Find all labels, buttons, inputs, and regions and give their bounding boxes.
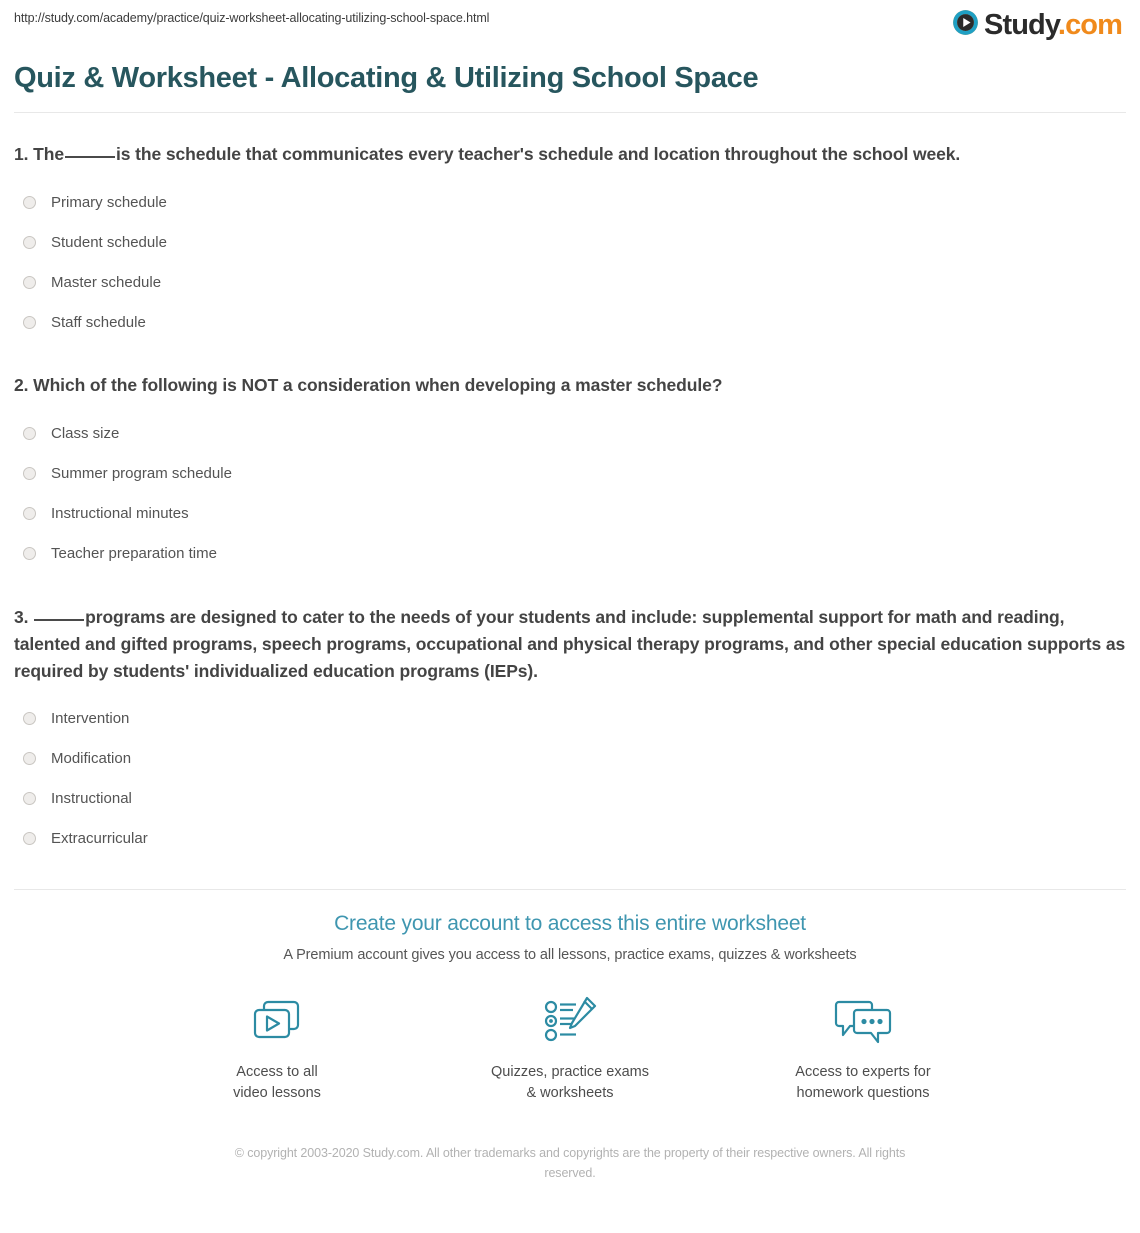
radio-button-icon[interactable] xyxy=(23,792,36,805)
option-label: Primary schedule xyxy=(51,193,167,211)
radio-button-icon[interactable] xyxy=(23,316,36,329)
question-block xyxy=(14,372,1126,573)
option-row[interactable] xyxy=(14,699,1126,739)
quiz-container xyxy=(0,141,1140,859)
cta-section xyxy=(0,890,1140,1183)
option-row[interactable] xyxy=(14,739,1126,779)
question-text-after: is the schedule that communicates every teacher's schedule and location throughout the school week. xyxy=(115,144,961,165)
option-label: Teacher preparation time xyxy=(51,545,217,563)
option-label: Extracurricular xyxy=(51,830,148,848)
video-lessons-icon xyxy=(187,993,367,1051)
options-list xyxy=(14,414,1126,574)
feature-label: Access to all video lessons xyxy=(233,1064,321,1102)
chat-bubbles-icon xyxy=(773,993,953,1051)
radio-button-icon[interactable] xyxy=(23,467,36,480)
option-row[interactable] xyxy=(14,779,1126,819)
radio-button-icon[interactable] xyxy=(23,196,36,209)
feature-item xyxy=(480,993,660,1104)
logo-word-dotcom: .com xyxy=(1057,8,1122,41)
radio-button-icon[interactable] xyxy=(23,507,36,520)
cta-subtitle: A Premium account gives you access to all lessons, practice exams, quizzes & worksheets xyxy=(283,947,857,964)
option-label: Intervention xyxy=(51,710,130,728)
question-text xyxy=(14,604,1126,685)
feature-item xyxy=(773,993,953,1104)
option-row[interactable] xyxy=(14,302,1126,342)
options-list xyxy=(14,699,1126,859)
radio-button-icon[interactable] xyxy=(23,236,36,249)
quiz-pencil-icon xyxy=(480,993,660,1051)
option-label: Modification xyxy=(51,750,132,768)
question-block xyxy=(14,141,1126,342)
question-number: 2. xyxy=(14,375,29,396)
option-label: Instructional xyxy=(51,790,132,808)
option-label: Instructional minutes xyxy=(51,505,189,523)
question-block xyxy=(14,604,1126,859)
top-bar xyxy=(0,0,1140,47)
option-row[interactable] xyxy=(14,454,1126,494)
option-label: Student schedule xyxy=(51,233,167,251)
page-title: Quiz & Worksheet - Allocating & Utilizing School Space xyxy=(14,62,759,94)
logo-word-study: Study xyxy=(984,8,1058,41)
option-row[interactable] xyxy=(14,182,1126,222)
radio-button-icon[interactable] xyxy=(23,276,36,289)
blank-underline xyxy=(34,619,84,621)
radio-button-icon[interactable] xyxy=(23,427,36,440)
options-list xyxy=(14,182,1126,342)
play-circle-icon xyxy=(952,9,979,41)
title-divider xyxy=(14,112,1126,113)
question-text-before: The xyxy=(33,144,64,165)
feature-label: Quizzes, practice exams & worksheets xyxy=(491,1064,649,1102)
option-row[interactable] xyxy=(14,222,1126,262)
option-row[interactable] xyxy=(14,819,1126,859)
radio-button-icon[interactable] xyxy=(23,547,36,560)
option-label: Staff schedule xyxy=(51,313,146,331)
option-label: Summer program schedule xyxy=(51,465,232,483)
option-row[interactable] xyxy=(14,262,1126,302)
copyright-text: © copyright 2003-2020 Study.com. All other trademarks and copyrights are the property of their respective owners. All rights reserved. xyxy=(234,1146,906,1180)
option-label: Class size xyxy=(51,425,120,443)
option-row[interactable] xyxy=(14,414,1126,454)
logo-wordmark xyxy=(984,8,1122,41)
blank-underline xyxy=(65,156,115,158)
question-text-before: Which of the following is NOT a consideration when developing a master schedule? xyxy=(33,375,723,396)
question-text xyxy=(14,141,1126,168)
feature-label: Access to experts for homework questions xyxy=(795,1064,931,1102)
create-account-link[interactable]: Create your account to access this entire worksheet xyxy=(334,911,806,935)
question-text-after: programs are designed to cater to the needs of your students and include: supplemental support for math and reading, talented and gifted programs, speech programs, occupational and physical therapy programs, and other special education supports as required by students' individualized education programs (IEPs). xyxy=(14,606,1126,681)
feature-item xyxy=(187,993,367,1104)
question-text xyxy=(14,372,1126,399)
question-number: 1. xyxy=(14,144,29,165)
study-com-logo[interactable] xyxy=(952,9,1126,41)
option-row[interactable] xyxy=(14,534,1126,574)
option-row[interactable] xyxy=(14,494,1126,534)
radio-button-icon[interactable] xyxy=(23,832,36,845)
feature-list xyxy=(0,993,1140,1104)
radio-button-icon[interactable] xyxy=(23,712,36,725)
question-number: 3. xyxy=(14,606,29,627)
option-label: Master schedule xyxy=(51,273,162,291)
radio-button-icon[interactable] xyxy=(23,752,36,765)
page-url: http://study.com/academy/practice/quiz-worksheet-allocating-utilizing-school-space.html xyxy=(14,11,490,25)
